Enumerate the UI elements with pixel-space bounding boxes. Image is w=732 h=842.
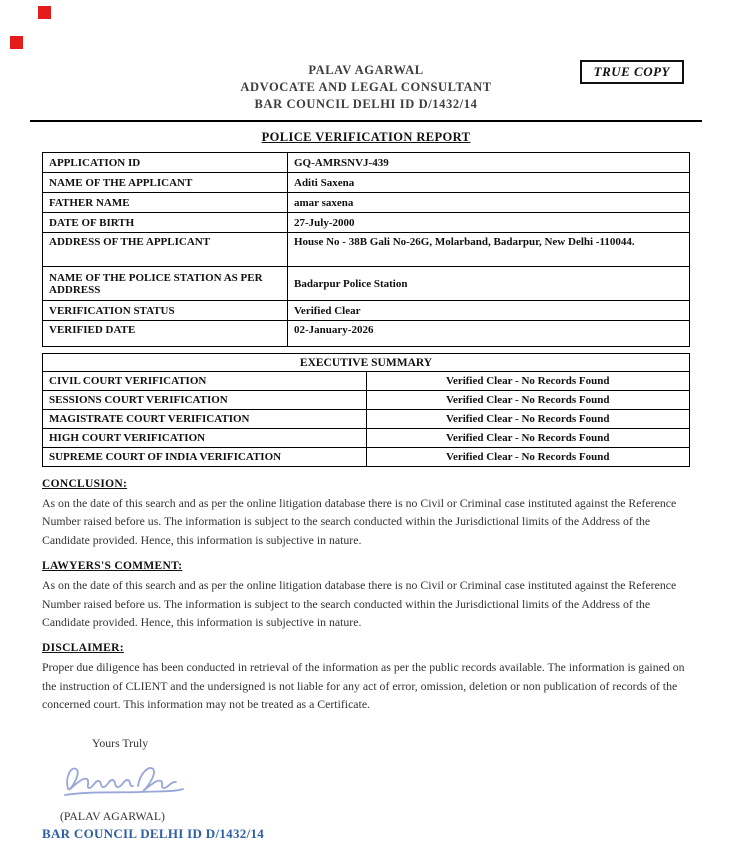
table-row [43, 153, 690, 173]
signatory-name: (PALAV AGARWAL) [60, 808, 165, 823]
row-value: amar saxena [288, 193, 690, 213]
row-value: Verified Clear [288, 301, 690, 321]
table-row [43, 193, 690, 213]
row-label: NAME OF THE APPLICANT [43, 173, 288, 193]
table-row [43, 213, 690, 233]
table-row [43, 233, 690, 267]
row-label: ADDRESS OF THE APPLICANT [43, 233, 288, 267]
section-heading: CONCLUSION: [42, 478, 128, 490]
table-row [43, 448, 690, 467]
section-body: As on the date of this search and as per the online litigation database there is no Civil or Criminal case instituted against the Reference Number raised before us. The information is subject to the search conducted within the Jurisdictional limits of the Address of the Candidate provided. Hence, this information is subjective in nature. [42, 496, 677, 547]
yours-truly-text: Yours Truly [92, 735, 149, 750]
row-value: Verified Clear - No Records Found [366, 372, 690, 391]
row-label: APPLICATION ID [43, 153, 288, 173]
section-body: Proper due diligence has been conducted in retrieval of the information as per the public records available. The information is gained on the instruction of CLIENT and the undersigned is not liable for any act of error, omission, deletion or non publication of records of the concerned court. This information may not be treated as a Certificate. [42, 660, 685, 712]
row-value: Verified Clear - No Records Found [366, 429, 690, 448]
table-row [43, 429, 690, 448]
row-value: Badarpur Police Station [288, 267, 690, 301]
table-row [43, 321, 690, 347]
signature-image [58, 757, 690, 809]
table-row [43, 354, 690, 372]
row-value: GQ-AMRSNVJ-439 [288, 153, 690, 173]
row-label: HIGH COURT VERIFICATION [43, 429, 367, 448]
lawyers-comment-section [42, 560, 690, 631]
red-marker-icon [38, 6, 51, 19]
section-body: As on the date of this search and as per the online litigation database there is no Civil or Criminal case instituted against the Reference Number raised before us. The information is subject to the search conducted within the Jurisdictional limits of the Address of the Candidate provided. Hence, this information is subjective in nature. [42, 578, 677, 629]
header-divider [30, 120, 702, 122]
row-value: Aditi Saxena [288, 173, 690, 193]
bar-council-footer: BAR COUNCIL DELHI ID D/1432/14 [42, 825, 265, 841]
section-heading: LAWYERS'S COMMENT: [42, 560, 183, 573]
details-table [42, 152, 690, 347]
table-row [43, 267, 690, 301]
row-label: SESSIONS COURT VERIFICATION [43, 391, 367, 410]
true-copy-stamp: TRUE COPY [580, 60, 684, 84]
row-value: House No - 38B Gali No-26G, Molarband, Badarpur, New Delhi -110044. [288, 233, 690, 267]
row-label: FATHER NAME [43, 193, 288, 213]
row-label: SUPREME COURT OF INDIA VERIFICATION [43, 448, 367, 467]
row-label: DATE OF BIRTH [43, 213, 288, 233]
table-row [43, 301, 690, 321]
row-value: Verified Clear - No Records Found [366, 410, 690, 429]
row-label: CIVIL COURT VERIFICATION [43, 372, 367, 391]
disclaimer-section [42, 642, 690, 713]
table-row [43, 173, 690, 193]
table-row [43, 391, 690, 410]
report-title: POLICE VERIFICATION REPORT [261, 130, 471, 144]
row-label: VERIFIED DATE [43, 321, 288, 347]
row-label: VERIFICATION STATUS [43, 301, 288, 321]
row-value: 02-January-2026 [288, 321, 690, 347]
bar-council-id: BAR COUNCIL DELHI ID D/1432/14 [254, 97, 478, 111]
row-label: NAME OF THE POLICE STATION AS PER ADDRESS [43, 267, 288, 301]
executive-summary-title: EXECUTIVE SUMMARY [43, 354, 690, 372]
conclusion-section [42, 478, 690, 549]
row-value: Verified Clear - No Records Found [366, 448, 690, 467]
section-heading: DISCLAIMER: [42, 642, 124, 655]
advocate-name: PALAV AGARWAL [308, 63, 424, 77]
table-row [43, 410, 690, 429]
red-marker-icon [10, 36, 23, 49]
row-label: MAGISTRATE COURT VERIFICATION [43, 410, 367, 429]
advocate-title: ADVOCATE AND LEGAL CONSULTANT [240, 80, 492, 94]
table-row [43, 372, 690, 391]
executive-summary-table [42, 353, 690, 467]
row-value: 27-July-2000 [288, 213, 690, 233]
row-value: Verified Clear - No Records Found [366, 391, 690, 410]
letterhead [42, 0, 690, 113]
